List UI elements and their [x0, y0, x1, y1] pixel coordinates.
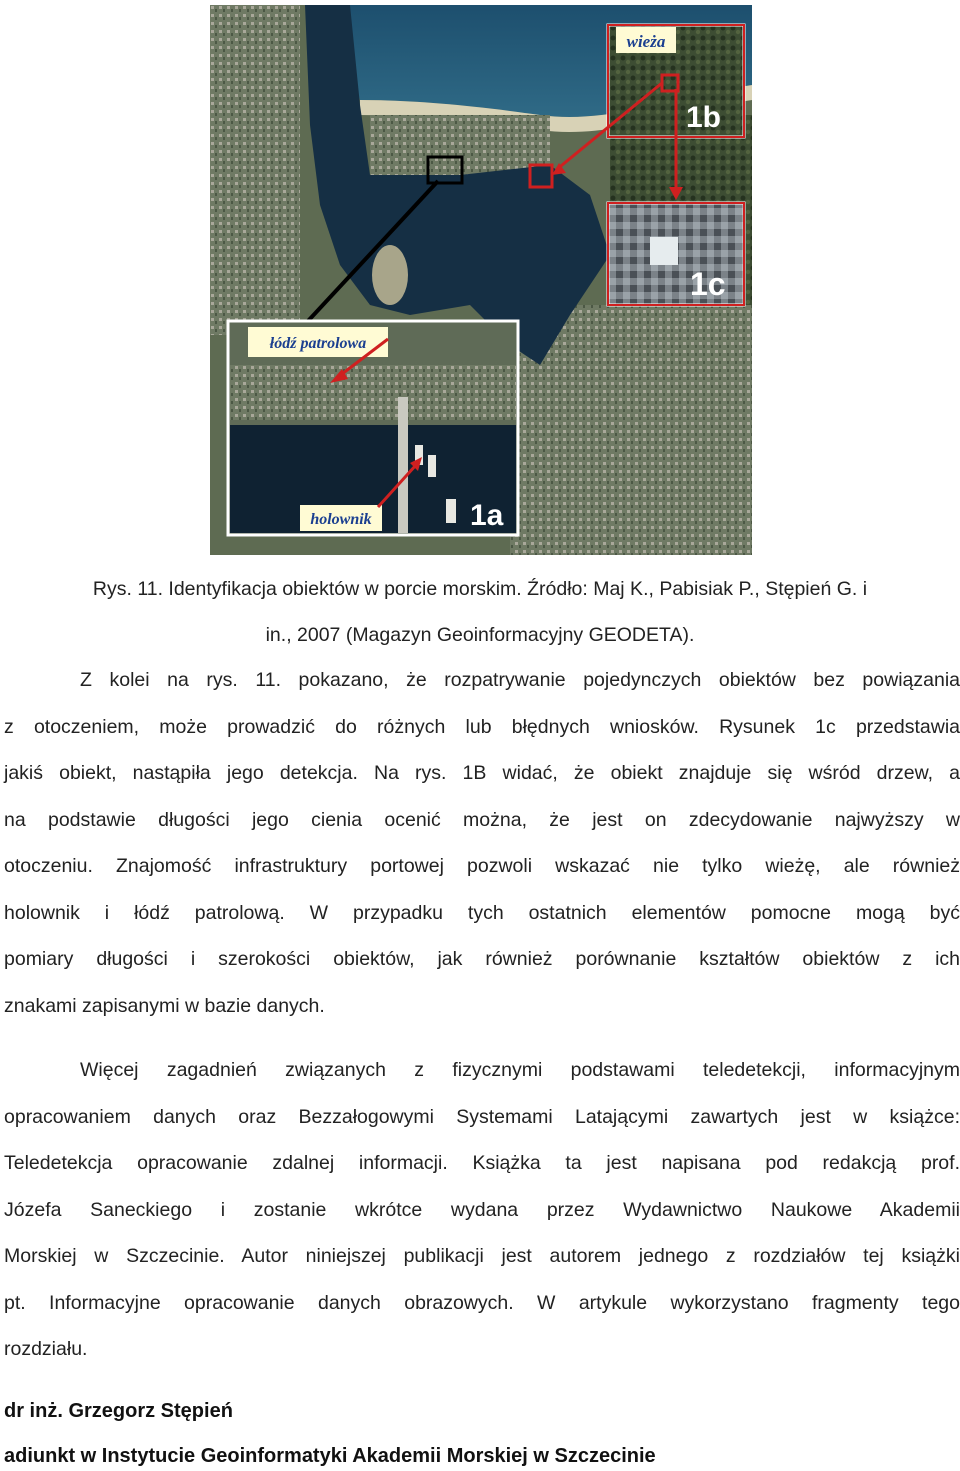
text-line: Józefa Saneckiego i zostanie wkrótce wydana przez Wydawnictwo Naukowe Akademii: [4, 1198, 960, 1221]
text-line: z otoczeniem, może prowadzić do różnych lub błędnych wniosków. Rysunek 1c przedstawia: [4, 715, 960, 738]
paragraph-1: [4, 657, 960, 1029]
caption-line-1: Rys. 11. Identyfikacja obiektów w porcie morskim. Źródło: Maj K., Pabisiak P., Stępień G. i: [92, 578, 868, 600]
panel-1a-label: 1a: [470, 499, 504, 532]
text-line: Teledetekcja opracowanie zdalnej informacji. Książka ta jest napisana pod redakcją prof.: [4, 1152, 960, 1174]
text-line: pt. Informacyjne opracowanie danych obrazowych. W artykule wykorzystano fragmenty tego: [4, 1291, 960, 1314]
text-line: rozdziału.: [4, 1338, 88, 1360]
port-satellite-figure: [210, 5, 752, 555]
panel-1a: [228, 321, 518, 535]
text-line: opracowaniem danych oraz Bezzałogowymi Systemami Latającymi zawartych jest w książce:: [4, 1105, 960, 1128]
text-line: holownik i łódź patrolową. W przypadku tych ostatnich elementów pomocne mogą być: [4, 901, 960, 924]
panel-1c-label: 1c: [690, 266, 726, 302]
text-line: Z kolei na rys. 11. pokazano, że rozpatrywanie pojedynczych obiektów bez powiązania: [80, 669, 960, 691]
caption-line-2: in., 2007 (Magazyn Geoinformacyjny GEODETA).: [265, 624, 695, 646]
text-line: znakami zapisanymi w bazie danych.: [4, 994, 325, 1017]
text-line: na podstawie długości jego cienia ocenić można, że jest on zdecydowanie najwyższy w: [4, 808, 960, 831]
text-line: Morskiej w Szczecinie. Autor niniejszej publikacji jest autorem jednego z rozdziałów tej książki: [4, 1245, 960, 1267]
panel-1c: [608, 203, 744, 305]
tower-label: wieża: [626, 32, 666, 51]
paragraph-2: [4, 1047, 960, 1373]
tug-label: holownik: [310, 511, 372, 528]
patrol-boat-label: łódź patrolowa: [269, 335, 367, 352]
text-line: Więcej zagadnień związanych z fizycznymi podstawami teledetekcji, informacyjnym: [80, 1059, 960, 1081]
author-name: dr inż. Grzegorz Stępień: [4, 1400, 233, 1422]
panel-1b-label: 1b: [686, 101, 722, 134]
text-line: pomiary długości i szerokości obiektów, jak również porównanie kształtów obiektów z ich: [4, 948, 960, 970]
text-line: jakiś obiekt, nastąpiła jego detekcja. Na rys. 1B widać, że obiekt znajduje się wśród drzew, a: [4, 762, 960, 784]
author-affiliation: adiunkt w Instytucie Geoinformatyki Akademii Morskiej w Szczecinie: [4, 1445, 656, 1467]
text-line: otoczeniu. Znajomość infrastruktury portowej pozwoli wskazać nie tylko wieżę, ale również: [4, 855, 960, 877]
figure-caption: [20, 566, 940, 658]
